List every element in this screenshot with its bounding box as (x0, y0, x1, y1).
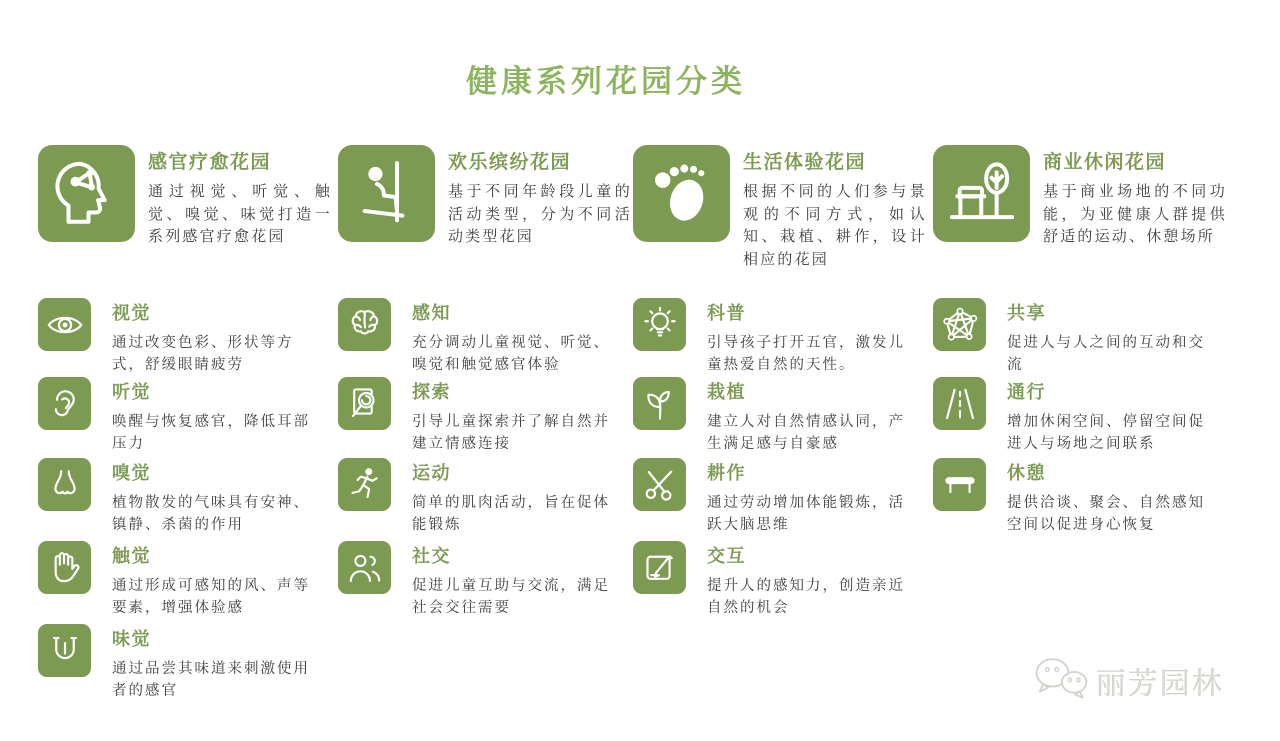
sub-item (933, 458, 1215, 537)
sub-item (338, 458, 620, 537)
category-header (633, 145, 933, 270)
watermark-text: 丽芳园林 (1096, 666, 1224, 702)
category-column (338, 145, 638, 720)
bench-tree-icon (933, 145, 1030, 242)
sub-item-description: 促进人与人之间的互动和交流 (1007, 335, 1205, 374)
sub-item-description: 唤醒与恢复感官，降低耳部压力 (112, 414, 310, 453)
wechat-icon (1030, 654, 1092, 707)
sub-item (633, 458, 915, 537)
magnifier-icon (338, 377, 391, 430)
sub-item-label: 休憩 (1007, 463, 1046, 484)
category-header (933, 145, 1233, 248)
category-title: 商业休闲花园 (1043, 151, 1167, 173)
category-header (338, 145, 638, 248)
category-description: 基于不同年龄段儿童的活动类型，分为不同活动类型花园 (448, 182, 632, 245)
category-column (933, 145, 1233, 720)
sub-item (338, 298, 620, 377)
tablet-pen-icon (633, 541, 686, 594)
category-column (38, 145, 338, 720)
sub-item (933, 298, 1215, 377)
sub-item-description: 通过劳动增加体能锻炼，活跃大脑思维 (707, 495, 905, 534)
sprout-icon (633, 377, 686, 430)
sub-item (38, 377, 320, 456)
sub-item-label: 社交 (412, 546, 451, 567)
ear-icon (38, 377, 91, 430)
nose-icon (38, 458, 91, 511)
category-column (633, 145, 933, 720)
brain-icon (338, 298, 391, 351)
runner-icon (338, 458, 391, 511)
sub-item-description: 引导孩子打开五官，激发儿童热爱自然的天性。 (707, 335, 905, 374)
sub-item (38, 541, 320, 620)
sub-item-label: 探索 (412, 382, 451, 403)
watermark (1030, 654, 1224, 707)
sub-item (338, 377, 620, 456)
sub-item-label: 运动 (412, 463, 451, 484)
sub-item (38, 458, 320, 537)
swing-child-icon (338, 145, 435, 242)
sub-item (338, 541, 620, 620)
head-network-icon (38, 145, 135, 242)
sub-item-description: 提供洽谈、聚会、自然感知空间以促进身心恢复 (1007, 495, 1205, 534)
sub-item-description: 通过改变色彩、形状等方式，舒缓眼睛疲劳 (112, 335, 294, 374)
sub-item-label: 触觉 (112, 546, 151, 567)
sub-item (38, 624, 320, 703)
tongue-icon (38, 624, 91, 677)
sub-item-label: 共享 (1007, 303, 1046, 324)
sub-item-label: 耕作 (707, 463, 746, 484)
sub-item-label: 味觉 (112, 629, 151, 650)
category-description: 根据不同的人们参与景观的不同方式，如认知、栽植、耕作，设计相应的花园 (743, 182, 927, 268)
people-icon (338, 541, 391, 594)
sub-item-description: 通过形成可感知的风、声等要素，增强体验感 (112, 578, 310, 617)
sub-item-label: 通行 (1007, 382, 1046, 403)
sub-item-description: 通过品尝其味道来刺激使用者的感官 (112, 661, 310, 700)
sub-item (38, 298, 320, 377)
scissors-icon (633, 458, 686, 511)
page-title: 健康系列花园分类 (466, 64, 746, 100)
sub-item (633, 298, 915, 377)
bench-icon (933, 458, 986, 511)
sub-item-description: 提升人的感知力，创造亲近自然的机会 (707, 578, 905, 617)
sub-item-label: 听觉 (112, 382, 151, 403)
sub-item-label: 嗅觉 (112, 463, 151, 484)
lightbulb-icon (633, 298, 686, 351)
sub-item-description: 建立人对自然情感认同，产生满足感与自豪感 (707, 414, 905, 453)
category-header (38, 145, 338, 248)
sub-item-description: 促进儿童互助与交流，满足社会交往需要 (412, 578, 610, 617)
category-description: 通过视觉、听觉、触觉、嗅觉、味觉打造一系列感官疗愈花园 (148, 182, 332, 245)
network-icon (933, 298, 986, 351)
sub-item-label: 视觉 (112, 303, 151, 324)
road-icon (933, 377, 986, 430)
sub-item-description: 引导儿童探索并了解自然并建立情感连接 (412, 414, 610, 453)
sub-item-description: 增加休闲空间、停留空间促进人与场地之间联系 (1007, 414, 1205, 453)
sub-item-label: 感知 (412, 303, 451, 324)
sub-item (933, 377, 1215, 456)
category-title: 感官疗愈花园 (148, 151, 272, 173)
sub-item-label: 科普 (707, 303, 746, 324)
eye-icon (38, 298, 91, 351)
sub-item-label: 栽植 (707, 382, 746, 403)
sub-item (633, 377, 915, 456)
sub-item-description: 充分调动儿童视觉、听觉、嗅觉和触觉感官体验 (412, 335, 610, 374)
category-title: 生活体验花园 (743, 151, 867, 173)
footprint-icon (633, 145, 730, 242)
category-description: 基于商业场地的不同功能，为亚健康人群提供舒适的运动、休憩场所 (1043, 182, 1227, 245)
category-title: 欢乐缤纷花园 (448, 151, 572, 173)
sub-item-label: 交互 (707, 546, 746, 567)
sub-item-description: 植物散发的气味具有安神、镇静、杀菌的作用 (112, 495, 310, 534)
sub-item (633, 541, 915, 620)
sub-item-description: 简单的肌肉活动，旨在促体能锻炼 (412, 495, 610, 534)
hand-icon (38, 541, 91, 594)
